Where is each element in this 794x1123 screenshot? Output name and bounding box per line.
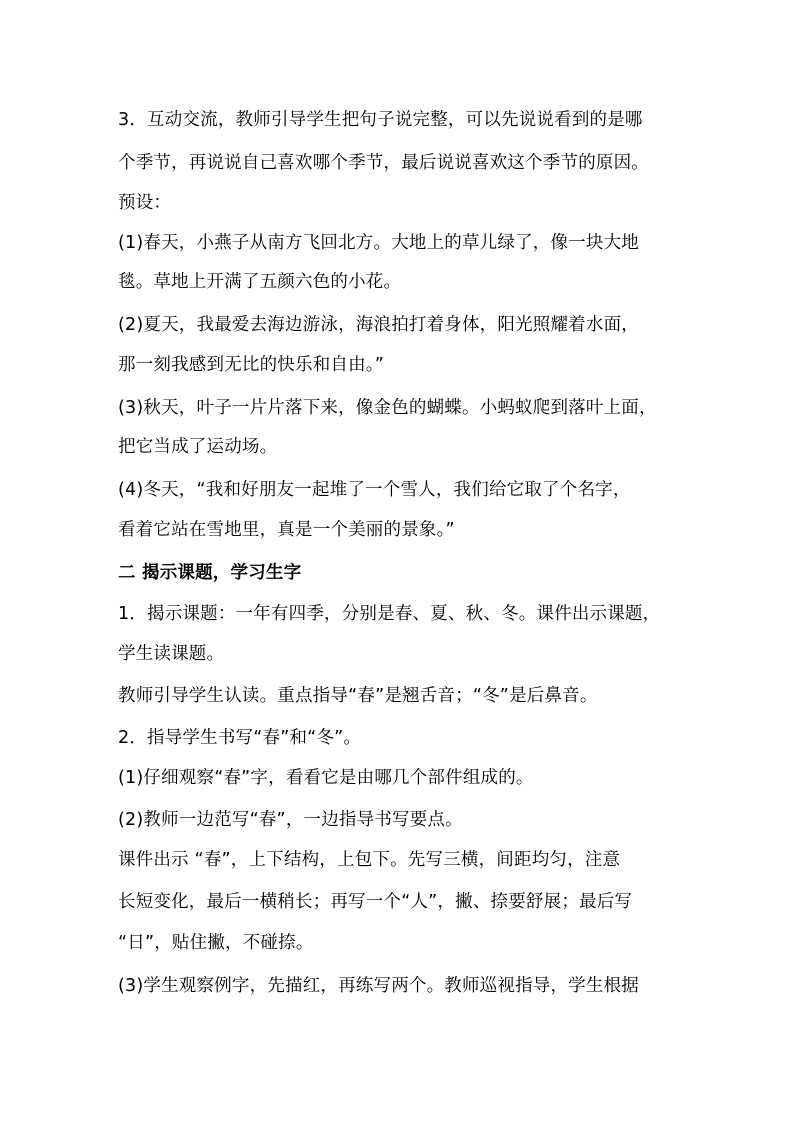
- text-line: 个季节，再说说自己喜欢哪个季节，最后说说喜欢这个季节的原因。: [118, 153, 649, 173]
- text-line: 课件出示 “春”，上下结构，上包下。先写三横，间距均匀，注意: [118, 850, 621, 870]
- text-line: 那一刻我感到无比的快乐和自由。”: [118, 355, 385, 375]
- text-line: 毯。草地上开满了五颜六色的小花。: [118, 272, 402, 292]
- text-line: 看着它站在雪地里，真是一个美丽的景象。”: [118, 520, 455, 540]
- text-line: (3)学生观察例字，先描红，再练写两个。教师巡视指导，学生根据: [118, 976, 639, 996]
- text-line: (1)春天，小燕子从南方飞回北方。大地上的草儿绿了，像一块大地: [118, 233, 639, 253]
- text-line: 教师引导学生认读。重点指导“春”是翘舌音；“冬”是后鼻音。: [118, 686, 598, 706]
- text-line: 3．互动交流，教师引导学生把句子说完整，可以先说说看到的是哪: [118, 110, 643, 130]
- text-line: (2)教师一边范写“春”，一边指导书写要点。: [118, 810, 463, 830]
- text-line: 长短变化，最后一横稍长；再写一个“人”，撇、捺要舒展；最后写: [118, 892, 633, 912]
- section-heading: 二 揭示课题，学习生字: [118, 563, 302, 583]
- text-line: “日”，贴住撇，不碰捺。: [118, 933, 314, 953]
- text-line: 预设：: [118, 193, 172, 213]
- text-line: (3)秋天，叶子一片片落下来，像金色的蝴蝶。小蚂蚁爬到落叶上面，: [118, 398, 657, 418]
- text-line: (1)仔细观察“春”字，看看它是由哪几个部件组成的。: [118, 768, 534, 788]
- text-line: (4)冬天，“我和好朋友一起堆了一个雪人，我们给它取了个名字，: [118, 480, 631, 500]
- text-line: 2．指导学生书写“春”和“冬”。: [118, 728, 362, 748]
- text-line: 把它当成了运动场。: [118, 437, 278, 457]
- text-line: 1．揭示课题：一年有四季，分别是春、夏、秋、冬。课件出示课题，: [118, 604, 661, 624]
- text-line: 学生读课题。: [118, 644, 225, 664]
- text-line: (2)夏天，我最爱去海边游泳，海浪拍打着身体，阳光照耀着水面，: [118, 315, 639, 335]
